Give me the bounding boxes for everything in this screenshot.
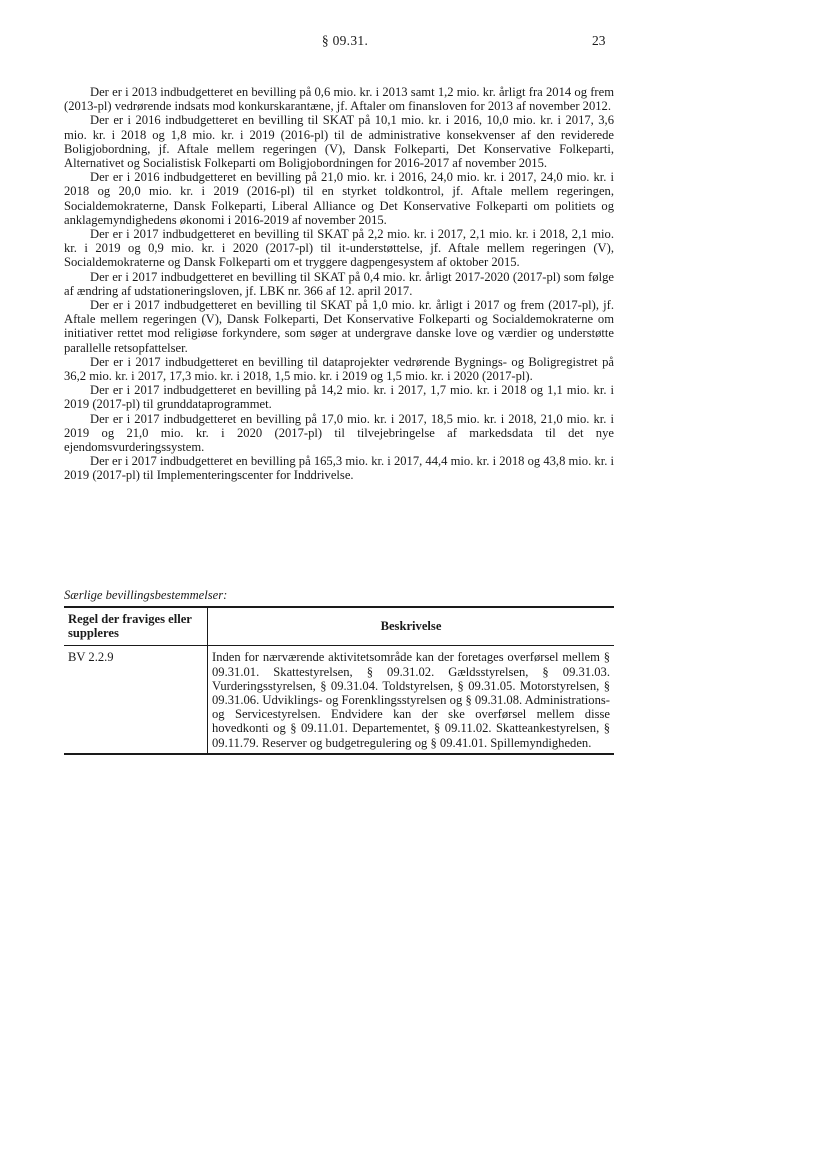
special-provisions-table	[64, 606, 614, 755]
description-cell: Inden for nærværende aktivitetsområde kan der foretages overførsel mellem § 09.31.01. Skattestyrelsen, § 09.31.02. Gældsstyrelsen, § 09.31.03. Vurderingsstyrelsen, § 09.31.04. Toldstyrelsen, § 09.31.05. Motorstyrelsen, § 09.31.06. Udviklings- og Forenklingsstyrelsen og § 09.31.08. Administrations- og Servicestyrelsen. Endvidere kan der ske overførsel mellem disse hovedkonti og § 09.11.01. Departementet, § 09.11.02. Skatteankestyrelsen, § 09.11.79. Reserver og budgetregulering og § 09.41.01. Spillemyndigheden.	[208, 646, 615, 754]
special-provisions-heading: Særlige bevillingsbestemmelser:	[64, 588, 228, 602]
paragraph: Der er i 2017 indbudgetteret en bevilling på 165,3 mio. kr. i 2017, 44,4 mio. kr. i 2018 og 43,8 mio. kr. i 2019 (2017-pl) til Implementeringscenter for Inddrivelse.	[64, 454, 614, 483]
page-number: 23	[592, 33, 606, 48]
paragraph: Der er i 2017 indbudgetteret en bevilling på 14,2 mio. kr. i 2017, 1,7 mio. kr. i 2018 og 1,1 mio. kr. i 2019 (2017-pl) til grunddataprogrammet.	[64, 383, 614, 412]
column-header-rule: Regel der fraviges eller suppleres	[64, 607, 208, 646]
paragraph: Der er i 2013 indbudgetteret en bevilling på 0,6 mio. kr. i 2013 samt 1,2 mio. kr. årligt fra 2014 og frem (2013-pl) vedrørende indsats mod konkurskarantæne, jf. Aftaler om finansloven for 2013 af november 2012.	[64, 85, 614, 114]
column-header-description: Beskrivelse	[208, 607, 615, 646]
rule-cell: BV 2.2.9	[64, 646, 208, 754]
paragraph: Der er i 2017 indbudgetteret en bevilling til SKAT på 0,4 mio. kr. årligt 2017-2020 (2017-pl) som følge af ændring af udstationeringsloven, jf. LBK nr. 366 af 12. april 2017.	[64, 269, 614, 298]
paragraph: Der er i 2017 indbudgetteret en bevilling på 17,0 mio. kr. i 2017, 18,5 mio. kr. i 2018, 21,0 mio. kr. i 2019 og 21,0 mio. kr. i 2020 (2017-pl) til tilvejebringelse af markedsdata til det nye ejendomsvurderingssystem.	[64, 411, 614, 455]
table-row	[64, 646, 614, 754]
body-text	[64, 85, 614, 483]
paragraph: Der er i 2017 indbudgetteret en bevilling til dataprojekter vedrørende Bygnings- og Boligregistret på 36,2 mio. kr. i 2017, 17,3 mio. kr. i 2018, 1,5 mio. kr. i 2019 og 1,5 mio. kr. i 2020 (2017-pl).	[64, 354, 614, 384]
paragraph: Der er i 2017 indbudgetteret en bevilling til SKAT på 1,0 mio. kr. årligt i 2017 og frem (2017-pl), jf. Aftale mellem regeringen (V), Dansk Folkeparti, Det Konservative Folkeparti og Socialdemokraterne om initiativer rettet mod religiøse forkyndere, som søger at undergrave danske love og værdier og understøtte parallelle retsopfattelser.	[64, 298, 614, 355]
section-reference: § 09.31.	[321, 33, 369, 48]
paragraph: Der er i 2017 indbudgetteret en bevilling til SKAT på 2,2 mio. kr. i 2017, 2,1 mio. kr. i 2018, 2,1 mio. kr. i 2019 og 0,9 mio. kr. i 2020 (2017-pl) til it-understøttelse, jf. Aftale mellem regeringen (V), Socialdemokraterne og Dansk Folkeparti om et tryggere dagpengesystem af oktober 2015.	[64, 227, 614, 270]
table-header-row	[64, 607, 614, 646]
paragraph: Der er i 2016 indbudgetteret en bevilling til SKAT på 10,1 mio. kr. i 2016, 10,0 mio. kr. i 2017, 3,6 mio. kr. i 2018 og 1,8 mio. kr. i 2019 (2016-pl) til de administrative konsekvenser af den reviderede Boligjobordning, jf. Aftale mellem regeringen (V), Dansk Folkeparti, Det Konservative Folkeparti, Alternativet og Socialistisk Folkeparti om Boligjobordningen for 2016-2017 af november 2015.	[64, 113, 614, 171]
paragraph: Der er i 2016 indbudgetteret en bevilling på 21,0 mio. kr. i 2016, 24,0 mio. kr. i 2017, 24,0 mio. kr. i 2018 og 20,0 mio. kr. i 2019 (2016-pl) til en styrket toldkontrol, jf. Aftale mellem regeringen, Socialdemokraterne, Dansk Folkeparti, Liberal Alliance og Det Konservative Folkeparti om politiets og anklagemyndighedens økonomi i 2016-2019 af november 2015.	[64, 170, 614, 227]
